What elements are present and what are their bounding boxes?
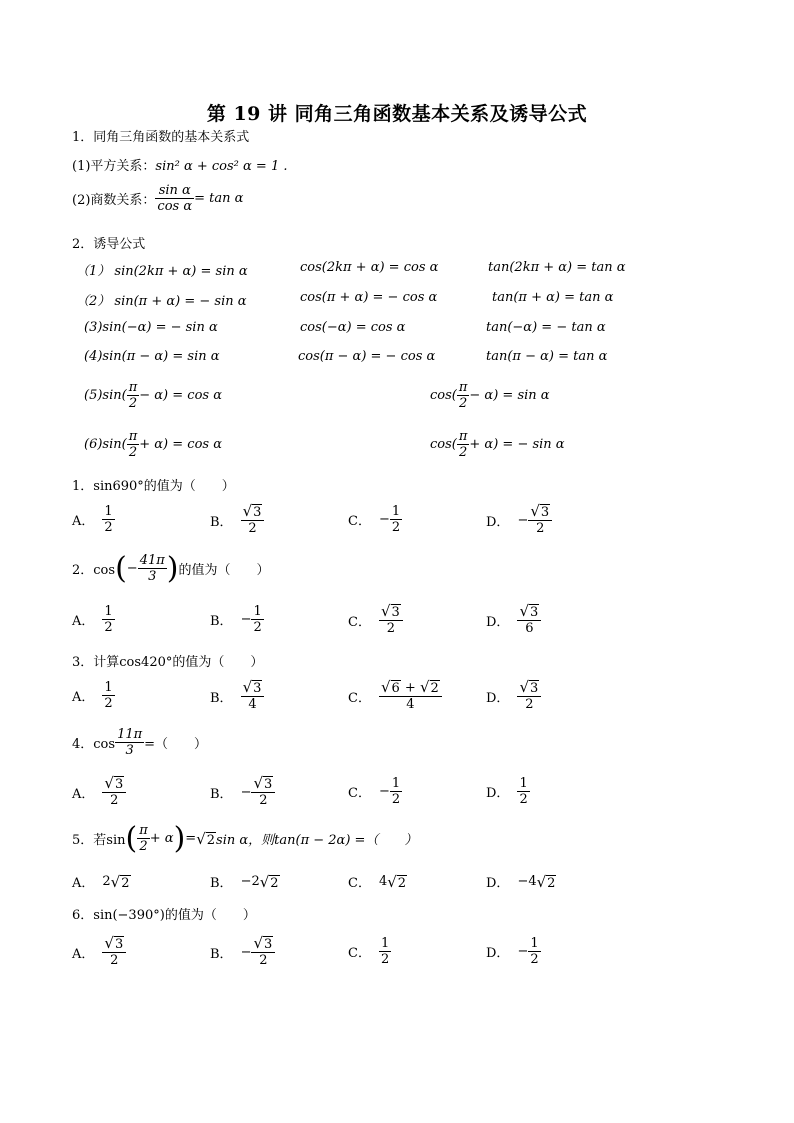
q3-option-d[interactable]: D． $\frac{√3}{2}$ bbox=[486, 680, 541, 712]
q5-mid: + α bbox=[149, 831, 174, 846]
den: 2 bbox=[525, 697, 534, 712]
den: 2 bbox=[530, 952, 539, 967]
den: 2 bbox=[110, 953, 119, 968]
neg-sign: − bbox=[240, 944, 252, 960]
section-heading-2: 2．诱导公式 bbox=[72, 237, 146, 252]
radicand: 2 bbox=[397, 875, 407, 891]
num: π bbox=[139, 823, 148, 838]
den: 2 bbox=[259, 793, 268, 808]
num: 11π bbox=[117, 727, 143, 742]
option-label: B． bbox=[210, 514, 233, 530]
square-relation bbox=[72, 155, 288, 174]
formula-2-sin: （2） sin(π + α) = − sin α bbox=[76, 294, 247, 309]
num: 1 bbox=[530, 936, 539, 951]
option-label: D． bbox=[486, 786, 510, 801]
quotient-relation bbox=[72, 183, 243, 214]
q5-option-c[interactable]: C． 4 √2 bbox=[348, 872, 407, 891]
q5-pre: 5．若sin bbox=[72, 833, 126, 848]
radicand: 3 bbox=[253, 505, 262, 520]
formula-3-cos: cos(−α) = cos α bbox=[300, 320, 406, 335]
f5-left-pi: π bbox=[128, 380, 138, 395]
option-label: D． bbox=[486, 614, 510, 630]
radicand: 3 bbox=[264, 937, 273, 952]
option-label: C． bbox=[348, 614, 371, 630]
den: 2 bbox=[536, 521, 545, 536]
q4-option-d[interactable] bbox=[486, 776, 530, 807]
q5-option-d[interactable]: D． −4 √2 bbox=[486, 872, 556, 891]
den: 2 bbox=[104, 520, 113, 535]
den: 2 bbox=[386, 621, 396, 636]
q4-option-b[interactable]: B． − $\frac{√3}{2}$ bbox=[210, 776, 275, 808]
q4-option-c[interactable] bbox=[348, 776, 402, 807]
q2-option-b[interactable] bbox=[210, 604, 264, 635]
num: 1 bbox=[380, 936, 390, 951]
den: 4 bbox=[406, 697, 415, 712]
question-2-stem: 2．cos ( − $\frac{41\pi}{3}$ ) 的值为（ ） bbox=[72, 550, 270, 586]
option-label: B． bbox=[210, 876, 233, 891]
option-label: B． bbox=[210, 946, 233, 962]
square-relation-expr: sin² α + cos² α = 1 . bbox=[155, 159, 288, 174]
q1-option-a[interactable] bbox=[72, 504, 115, 535]
formula-3-sin: (3)sin(−α) = − sin α bbox=[84, 320, 218, 335]
option-label: D． bbox=[486, 690, 510, 706]
option-label: C． bbox=[348, 786, 371, 801]
q3-option-c[interactable]: C． $\frac{√6 + √2}{4}$ bbox=[348, 680, 442, 712]
option-label: B． bbox=[210, 614, 233, 629]
neg-sign: − bbox=[378, 784, 390, 799]
radicand: 3 bbox=[530, 605, 539, 620]
formula-6-cos bbox=[430, 429, 565, 460]
q5-option-b[interactable]: B． −2 √2 bbox=[210, 872, 279, 891]
radicand: 3 bbox=[540, 505, 550, 520]
q1-option-d[interactable]: D． − $\frac{√3}{2}$ bbox=[486, 504, 552, 536]
quotient-rhs: = tan α bbox=[194, 191, 244, 206]
num: 1 bbox=[391, 504, 401, 519]
q1-option-b[interactable]: B． $\frac{√3}{2}$ bbox=[210, 504, 264, 536]
q2-post: 的值为（ ） bbox=[178, 563, 270, 578]
option-label: A． bbox=[72, 614, 95, 629]
formula-3-tan: tan(−α) = − tan α bbox=[486, 320, 606, 335]
num: 1 bbox=[104, 680, 113, 695]
option-label: A． bbox=[72, 514, 95, 529]
f5-right-two: 2 bbox=[458, 396, 468, 411]
radicand: 3 bbox=[391, 605, 400, 620]
option-label: C． bbox=[348, 514, 371, 529]
f6-right-pre: cos( bbox=[430, 437, 457, 452]
q4-post: =（ ） bbox=[144, 737, 208, 752]
neg-sign: − bbox=[378, 512, 390, 527]
f6-right-pi: π bbox=[458, 429, 468, 444]
question-6-stem: 6．sin(−390°)的值为（ ） bbox=[72, 908, 256, 923]
plus: + bbox=[400, 680, 420, 696]
option-label: D． bbox=[486, 876, 510, 891]
f6-left-post: + α) = cos α bbox=[139, 437, 222, 452]
den: 2 bbox=[519, 792, 528, 807]
num: 1 bbox=[104, 604, 113, 619]
coef: −2 bbox=[240, 874, 260, 889]
f5-right-post: − α) = sin α bbox=[469, 388, 550, 403]
q6-option-a[interactable]: A． $\frac{√3}{2}$ bbox=[72, 936, 126, 968]
num: 1 bbox=[391, 776, 401, 791]
coef: 4 bbox=[378, 874, 388, 889]
den: 2 bbox=[104, 620, 113, 635]
square-relation-label: (1)平方关系： bbox=[72, 159, 156, 174]
page-title: 第 19 讲 同角三角函数基本关系及诱导公式 bbox=[206, 103, 588, 125]
num: 1 bbox=[104, 504, 113, 519]
den: 4 bbox=[248, 697, 257, 712]
radicand: 2 bbox=[547, 875, 556, 891]
formula-6-sin bbox=[84, 429, 222, 460]
formula-2-cos: cos(π + α) = − cos α bbox=[300, 290, 438, 305]
q1-option-c[interactable] bbox=[348, 504, 402, 535]
f6-left-pi: π bbox=[128, 429, 138, 444]
radicand: 3 bbox=[114, 937, 124, 952]
den: 2 bbox=[253, 620, 262, 635]
formula-2-tan: tan(π + α) = tan α bbox=[492, 290, 614, 305]
radicand: 2 bbox=[121, 875, 130, 891]
option-label: C． bbox=[348, 876, 371, 891]
radicand: 3 bbox=[253, 681, 262, 696]
den: 6 bbox=[525, 621, 534, 636]
formula-5-sin bbox=[84, 380, 222, 411]
option-label: D． bbox=[486, 946, 510, 961]
q2-option-d[interactable]: D． $\frac{√3}{6}$ bbox=[486, 604, 541, 636]
q5-eq: = bbox=[185, 831, 197, 846]
num: 41π bbox=[139, 553, 165, 568]
radicand: 2 bbox=[206, 832, 216, 848]
q6-option-d[interactable] bbox=[486, 936, 541, 967]
q4-option-a[interactable]: A． $\frac{√3}{2}$ bbox=[72, 776, 126, 808]
formula-4-sin: (4)sin(π − α) = sin α bbox=[84, 349, 220, 364]
den: 2 bbox=[391, 792, 401, 807]
coef: 2 bbox=[102, 874, 111, 889]
den: 2 bbox=[139, 839, 148, 854]
option-label: A． bbox=[72, 946, 95, 962]
num: 1 bbox=[519, 776, 528, 791]
option-label: B． bbox=[210, 690, 233, 706]
den: 2 bbox=[248, 521, 257, 536]
q2-option-c[interactable]: C． $\frac{√3}{2}$ bbox=[348, 604, 403, 636]
formula-1-sin: （1） sin(2kπ + α) = sin α bbox=[76, 264, 248, 279]
neg-sign: − bbox=[240, 612, 252, 627]
formula-5-cos bbox=[430, 380, 550, 411]
radicand: 2 bbox=[430, 681, 439, 696]
radicand: 3 bbox=[530, 681, 539, 696]
option-label: B． bbox=[210, 786, 233, 802]
radicand: 3 bbox=[264, 777, 273, 792]
quotient-den: cos α bbox=[157, 199, 193, 214]
quotient-relation-label: (2)商数关系： bbox=[72, 193, 156, 208]
neg-sign: − bbox=[126, 561, 138, 576]
option-label: A． bbox=[72, 690, 95, 705]
option-label: A． bbox=[72, 876, 95, 891]
q3-option-b[interactable]: B． $\frac{√3}{4}$ bbox=[210, 680, 264, 712]
question-5-stem: 5．若sin ( $\frac{\pi}{2}$ + α ) = √2 sin α，则tan(π − 2α) =（ ） bbox=[72, 820, 418, 856]
den: 3 bbox=[148, 569, 157, 584]
den: 3 bbox=[125, 743, 134, 758]
question-4-stem bbox=[72, 727, 207, 758]
formula-1-cos: cos(2kπ + α) = cos α bbox=[300, 260, 439, 275]
option-label: A． bbox=[72, 786, 95, 802]
radicand: 2 bbox=[270, 875, 279, 891]
f6-left-pre: (6)sin( bbox=[84, 437, 127, 452]
f6-right-post: + α) = − sin α bbox=[469, 437, 565, 452]
f5-left-post: − α) = cos α bbox=[139, 388, 222, 403]
option-label: C． bbox=[348, 690, 371, 706]
q5-rest: sin α，则tan(π − 2α) =（ ） bbox=[216, 833, 418, 848]
q6-option-b[interactable]: B． − $\frac{√3}{2}$ bbox=[210, 936, 275, 968]
q6-option-c[interactable] bbox=[348, 936, 391, 967]
den: 2 bbox=[391, 520, 401, 535]
f5-right-pre: cos( bbox=[430, 388, 457, 403]
neg-sign: − bbox=[517, 512, 529, 528]
section-heading-1: 1．同角三角函数的基本关系式 bbox=[72, 130, 250, 145]
den: 2 bbox=[259, 953, 268, 968]
question-3-stem: 3．计算cos420°的值为（ ） bbox=[72, 655, 264, 670]
option-label: C． bbox=[348, 946, 371, 961]
f5-right-pi: π bbox=[458, 380, 468, 395]
option-label: D． bbox=[486, 514, 510, 530]
den: 2 bbox=[104, 696, 113, 711]
radicand: 6 bbox=[391, 681, 400, 696]
den: 2 bbox=[380, 952, 390, 967]
neg-sign: − bbox=[517, 944, 529, 959]
f6-right-two: 2 bbox=[458, 445, 468, 460]
f5-left-pre: (5)sin( bbox=[84, 388, 127, 403]
den: 2 bbox=[110, 793, 119, 808]
f5-left-two: 2 bbox=[128, 396, 138, 411]
q3-option-a[interactable] bbox=[72, 680, 115, 711]
neg-sign: − bbox=[240, 784, 252, 800]
q2-pre: 2．cos bbox=[72, 563, 116, 578]
quotient-num: sin α bbox=[155, 183, 194, 199]
q5-option-a[interactable]: A． 2 √2 bbox=[72, 872, 130, 891]
f6-left-two: 2 bbox=[128, 445, 138, 460]
formula-1-tan: tan(2kπ + α) = tan α bbox=[488, 260, 626, 275]
coef: −4 bbox=[517, 874, 537, 889]
q2-option-a[interactable] bbox=[72, 604, 115, 635]
q4-pre: 4．cos bbox=[72, 737, 116, 752]
radicand: 3 bbox=[114, 777, 124, 792]
num: 1 bbox=[253, 604, 262, 619]
formula-4-tan: tan(π − α) = tan α bbox=[486, 349, 608, 364]
question-1-stem: 1．sin690°的值为（ ） bbox=[72, 479, 235, 494]
formula-4-cos: cos(π − α) = − cos α bbox=[298, 349, 436, 364]
